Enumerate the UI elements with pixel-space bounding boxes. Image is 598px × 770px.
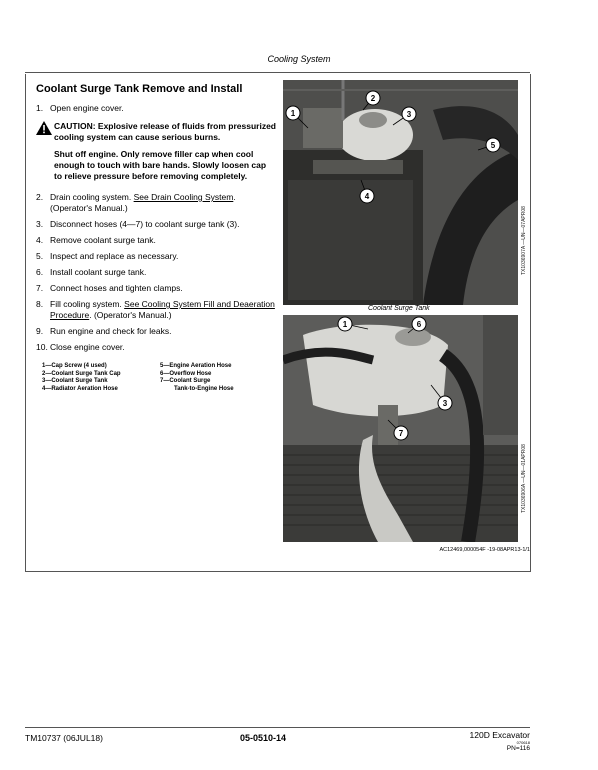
step-number: 2. [36,192,44,202]
footer-model-block [470,730,530,752]
footer-doc-id: TM10737 (06JUL18) [25,733,103,743]
callout-label: 1 [342,320,348,329]
step-4 [36,235,276,246]
step-text: Run engine and check for leaks. [50,326,172,336]
footer-page-number: 05-0510-14 [240,733,287,743]
legend-item: 3—Coolant Surge Tank [42,378,108,384]
reference-code: AC12469,000054F -19-08APR13-1/1 [439,547,530,553]
step-8 [36,299,276,321]
step-text [50,192,276,214]
photo2-id-code: TX1036906A —UN—01APR08 [521,444,527,513]
page-header-section: Cooling System [267,54,331,64]
step-text-part: Drain cooling system. [50,192,134,202]
step-2 [36,192,276,214]
step-text-part: . (Operator's Manual.) [89,310,172,320]
callout-5 [478,138,500,152]
step-number: 5. [36,251,44,261]
legend-item: Tank-to-Engine Hose [174,385,234,392]
parts-legend [42,363,276,393]
callout-label: 2 [370,94,376,103]
step-5 [36,251,276,262]
legend-item: 1—Cap Screw (4 used) [42,363,107,369]
callout-3 [393,107,416,125]
callout-overlay [283,315,518,542]
callout-label: 7 [398,429,404,438]
step-text: Disconnect hoses (4—7) to coolant surge tank (3). [50,219,240,229]
step-6 [36,267,276,278]
callout-label: 5 [490,141,496,150]
callout-label: 3 [406,110,412,119]
section-title: Coolant Surge Tank Remove and Install [36,83,243,95]
step-number: 8. [36,299,44,309]
step-number: 4. [36,235,44,245]
warning-triangle-icon [36,121,52,143]
step-number: 6. [36,267,44,277]
callout-1 [286,106,308,128]
procedure-column [36,83,276,393]
left-border [25,74,26,572]
caution-block [36,121,276,143]
caution-detail: Shut off engine. Only remove filler cap when cool enough to touch with bare hands. Slowly loosen cap to relieve pressure before removing completely. [54,149,267,181]
step-text-part: Fill cooling system. [50,299,125,309]
step-10 [36,342,276,353]
step-text: Connect hoses and tighten clamps. [50,283,183,293]
step-text: Close engine cover. [50,342,125,352]
legend-item: 6—Overflow Hose [160,370,212,377]
callout-label: 1 [290,109,296,118]
photo1-id-code: TX1036907A —UN—07APR08 [521,206,527,275]
step-text-part: . (Operator's Manual.) [50,192,236,213]
drain-cooling-system-link[interactable]: See Drain Cooling System [133,192,234,202]
step-1 [36,103,276,114]
photo2-caption: Coolant Surge Tank [368,305,430,312]
callout-overlay [283,80,518,305]
legend-item: 7—Coolant Surge [160,378,211,384]
callout-label: 3 [442,399,448,408]
fill-deaeration-link[interactable]: See Cooling System Fill and Deaeration Procedure [50,299,275,320]
step-number: 1. [36,103,44,113]
callout-label: 4 [364,192,370,201]
step-7 [36,283,276,294]
footer-rule [25,727,530,728]
footer-pn: PN=116 [506,745,530,752]
legend-item: 2—Coolant Surge Tank Cap [42,370,121,377]
step-number: 9. [36,326,44,336]
right-border [530,74,531,572]
engine-compartment-photo [283,80,518,305]
step-3 [36,219,276,230]
callout-label: 6 [416,320,422,329]
step-text: Install coolant surge tank. [50,267,147,277]
step-number: 7. [36,283,44,293]
surge-tank-photo [283,315,518,542]
step-text: Open engine cover. [50,103,124,113]
content-bottom-rule [25,571,530,572]
step-text: Remove coolant surge tank. [50,235,156,245]
step-number: 10. [36,342,48,352]
legend-item: 4—Radiator Aeration Hose [42,385,118,392]
footer-small-code: 070618 [516,740,530,745]
legend-item: 5—Engine Aeration Hose [160,363,232,369]
step-text [50,299,276,321]
header-rule [25,72,530,73]
step-text: Inspect and replace as necessary. [50,251,179,261]
callout-3 [431,385,452,410]
caution-text: CAUTION: Explosive release of fluids from pressurized cooling system can cause serious burns. [54,121,277,142]
step-9 [36,326,276,337]
footer-model: 120D Excavator [469,730,530,740]
step-number: 3. [36,219,44,229]
